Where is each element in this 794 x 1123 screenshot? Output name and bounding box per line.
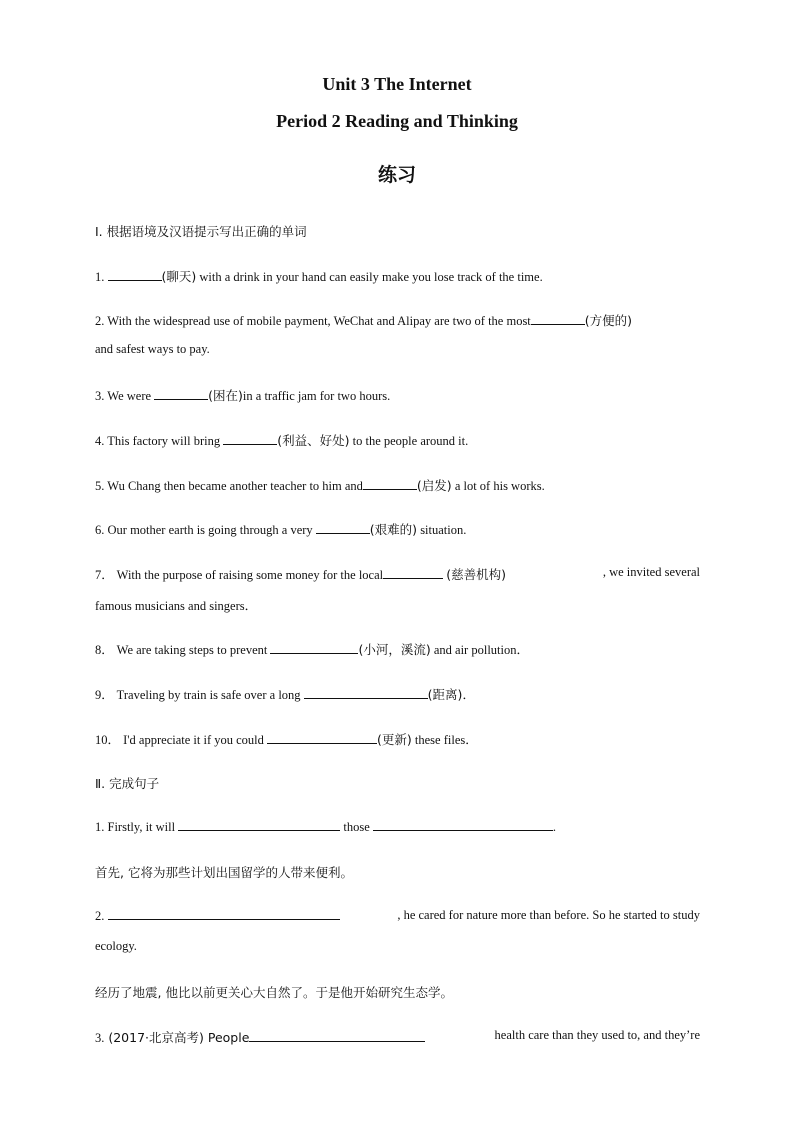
answer-blank[interactable] (249, 1030, 425, 1042)
answer-blank[interactable] (154, 388, 208, 400)
sentence-2: 2. , he cared for nature more than before. So he started to study (95, 908, 700, 923)
question-5: 5. Wu Chang then became another teacher to him and (启发) a lot of his works. (95, 478, 545, 493)
question-8: 8． We are taking steps to prevent (小河，溪流) and air pollution． (95, 642, 529, 657)
answer-blank[interactable] (223, 433, 277, 445)
page-subtitle: Period 2 Reading and Thinking (276, 111, 518, 131)
answer-blank[interactable] (363, 478, 417, 490)
answer-blank[interactable] (531, 313, 585, 325)
practice-heading: 练习 (377, 164, 416, 186)
answer-blank[interactable] (304, 687, 428, 699)
answer-blank[interactable] (267, 732, 377, 744)
question-7-continued: famous musicians and singers． (95, 599, 258, 613)
question-1: 1. (聊天) with a drink in your hand can easily make you lose track of the time. (95, 269, 543, 284)
question-2-continued: and safest ways to pay. (95, 342, 210, 356)
sentence-2-continued: ecology. (95, 939, 137, 953)
sentence-1: 1. Firstly, it will those . (95, 820, 556, 834)
question-6: 6. Our mother earth is going through a very (艰难的) situation. (95, 522, 467, 537)
section2-heading: Ⅱ. 完成句子 (95, 776, 160, 791)
sentence-1-translation: 首先, 它将为那些计划出国留学的人带来便利。 (95, 865, 353, 880)
question-9: 9． Traveling by train is safe over a long (距离)． (95, 687, 475, 702)
answer-blank[interactable] (316, 522, 370, 534)
answer-blank[interactable] (108, 908, 340, 920)
section1-heading: Ⅰ. 根据语境及汉语提示写出正确的单词 (95, 224, 307, 239)
question-4: 4. This factory will bring (利益、好处) to the people around it. (95, 433, 469, 448)
answer-blank[interactable] (373, 819, 553, 831)
question-2: 2. With the widespread use of mobile payment, WeChat and Alipay are two of the most (方便的) (95, 313, 633, 328)
question-7: 7． With the purpose of raising some money for the local (慈善机构) , we invited several (95, 565, 700, 582)
sentence-2-translation: 经历了地震, 他比以前更关心大自然了。于是他开始研究生态学。 (95, 985, 453, 1000)
answer-blank[interactable] (178, 819, 340, 831)
page-title: Unit 3 The Internet (322, 74, 472, 94)
sentence-3: 3. (2017·北京高考) People health care than they used to, and they’re (95, 1028, 700, 1045)
answer-blank[interactable] (383, 567, 443, 579)
question-10: 10． I'd appreciate it if you could (更新) these files． (95, 732, 478, 747)
answer-blank[interactable] (270, 642, 358, 654)
answer-blank[interactable] (108, 269, 162, 281)
question-3: 3. We were (困在)in a traffic jam for two hours. (95, 388, 391, 403)
